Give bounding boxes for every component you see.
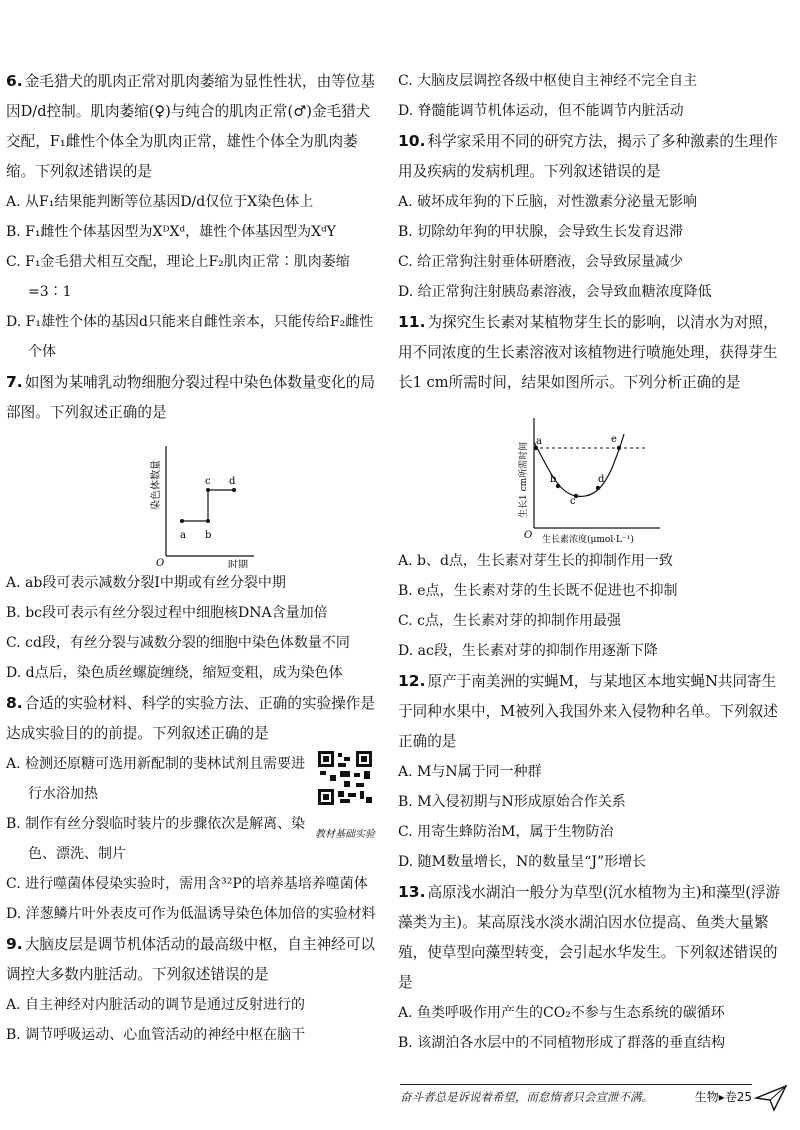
question-8-options-a-b	[6, 749, 384, 869]
question-10-stem: 10. 科学家采用不同的研究方法，揭示了多种激素的生理作用及疾病的发病机理。下列叙述错误的是	[398, 132, 778, 180]
point-d	[232, 488, 236, 492]
auxin-graph	[398, 398, 786, 546]
question-13-option-a[interactable]: A. 鱼类呼吸作用产生的CO₂不参与生态系统的碳循环	[398, 1005, 725, 1021]
point-b	[556, 484, 560, 488]
question-12-option-b[interactable]: B. M入侵初期与N形成原始合作关系	[398, 794, 626, 810]
question-7-option-b[interactable]: B. bc段可表示有丝分裂过程中细胞核DNA含量加倍	[6, 605, 328, 621]
paper-plane-icon	[754, 1082, 788, 1112]
question-6-option-b[interactable]: B. F₁雌性个体基因型为XᴰXᵈ，雄性个体基因型为XᵈY	[6, 224, 336, 240]
question-12-stem: 12. 原产于南美洲的实蝇M，与某地区本地实蝇N共同寄生于同种水果中，M被列入我国外来入侵物种名单。下列叙述正确的是	[398, 672, 778, 750]
label-b: b	[550, 474, 557, 485]
label-a: a	[536, 436, 542, 447]
label-a: a	[180, 530, 186, 541]
question-8-option-d[interactable]: D. 洋葱鳞片叶外表皮可作为低温诱导染色体加倍的实验材料	[6, 906, 376, 922]
question-11-option-d[interactable]: D. ac段，生长素对芽的抑制作用逐渐下降	[398, 643, 658, 659]
question-6-option-a[interactable]: A. 从F₁结果能判断等位基因D/d仅位于X染色体上	[6, 194, 314, 210]
page-number: 生物▸卷25	[694, 1090, 752, 1104]
origin-label: O	[524, 530, 533, 541]
question-11-option-a[interactable]: A. b、d点，生长素对芽生长的抑制作用一致	[398, 553, 673, 569]
question-13	[398, 877, 786, 1058]
y-axis-label: 染色体数量	[151, 460, 162, 510]
point-d	[596, 486, 600, 490]
y-axis-label: 生长1 cm所需时间	[519, 441, 529, 518]
left-column	[6, 66, 384, 1050]
question-11	[398, 307, 786, 666]
question-11-stem: 11. 为探究生长素对某植物芽生长的影响，以清水为对照，用不同浓度的生长素溶液对该植物进行喷施处理，获得芽生长1 cm所需时间，结果如图所示。下列分析正确的是	[398, 313, 778, 391]
question-7-option-c[interactable]: C. cd段，有丝分裂与减数分裂的细胞中染色体数量不同	[6, 635, 350, 651]
question-8-stem: 8. 合适的实验材料、科学的实验方法、正确的实验操作是达成实验目的的前提。下列叙述正确的是	[6, 694, 375, 742]
question-6-stem: 6. 金毛猎犬的肌肉正常对肌肉萎缩为显性性状，由等位基因D/d控制。肌肉萎缩(♀)与纯合的肌肉正常(♂)金毛猎犬交配，F₁雌性个体全为肌肉正常，雄性个体全为肌肉萎缩。下列叙述错误的是	[6, 72, 375, 180]
origin-label: O	[156, 558, 165, 568]
point-b	[206, 519, 210, 523]
point-a	[180, 519, 184, 523]
question-12-option-d[interactable]: D. 随M数量增长，N的数量呈“J”形增长	[398, 854, 647, 870]
footer-motto: 奋斗者总是诉说着希望，而怠惰者只会宣泄不满。	[400, 1090, 653, 1104]
question-12	[398, 666, 786, 877]
label-d: d	[598, 474, 605, 485]
question-8	[6, 688, 384, 929]
question-10	[398, 126, 786, 307]
point-e	[617, 446, 621, 450]
qr-code[interactable]	[312, 749, 378, 850]
question-9	[6, 929, 384, 1050]
qr-caption: 教材基础实验	[315, 829, 375, 840]
question-7-option-d[interactable]: D. d点后，染色质丝螺旋缠绕，缩短变粗，成为染色体	[6, 665, 343, 681]
label-c: c	[205, 476, 211, 487]
question-10-option-a[interactable]: A. 破坏成年狗的下丘脑，对性激素分泌量无影响	[398, 194, 698, 210]
question-9-option-b[interactable]: B. 调节呼吸运动、心血管活动的神经中枢在脑干	[6, 1027, 306, 1043]
label-d: d	[229, 476, 236, 487]
question-9-option-c[interactable]: C. 大脑皮层调控各级中枢使自主神经不完全自主	[398, 73, 698, 89]
chromosome-graph	[6, 428, 384, 568]
label-e: e	[611, 434, 617, 445]
chromosome-graph-svg	[6, 428, 384, 568]
question-6-option-c[interactable]: C. F₁金毛猎犬相互交配，理论上F₂肌肉正常∶肌肉萎缩=3∶1	[6, 254, 350, 300]
page-footer	[400, 1084, 752, 1109]
question-11-option-c[interactable]: C. c点，生长素对芽的抑制作用最强	[398, 613, 621, 629]
question-9-continued	[398, 66, 786, 126]
question-8-option-a[interactable]: A. 检测还原糖可选用新配制的斐林试剂且需要进行水浴加热	[6, 756, 306, 802]
question-7-stem: 7. 如图为某哺乳动物细胞分裂过程中染色体数量变化的局部图。下列叙述正确的是	[6, 373, 375, 421]
x-axis-label: 生长素浓度(μmol·L⁻¹)	[542, 535, 634, 545]
question-9-stem: 9. 大脑皮层是调节机体活动的最高级中枢，自主神经可以调控大多数内脏活动。下列叙述错误的是	[6, 935, 375, 983]
label-c: c	[570, 496, 576, 507]
point-c	[206, 488, 210, 492]
question-8-option-c[interactable]: C. 进行噬菌体侵染实验时，需用含³²P的培养基培养噬菌体	[6, 876, 368, 892]
right-column	[398, 66, 786, 1058]
question-12-option-c[interactable]: C. 用寄生蜂防治M，属于生物防治	[398, 824, 614, 840]
auxin-graph-svg	[398, 398, 786, 546]
question-11-option-b[interactable]: B. e点，生长素对芽的生长既不促进也不抑制	[398, 583, 678, 599]
question-8-option-b[interactable]: B. 制作有丝分裂临时装片的步骤依次是解离、染色、漂洗、制片	[6, 816, 306, 862]
question-10-option-b[interactable]: B. 切除幼年狗的甲状腺，会导致生长发育迟滞	[398, 224, 684, 240]
question-7	[6, 367, 384, 688]
qr-code-icon	[316, 749, 374, 807]
label-b: b	[205, 530, 212, 541]
question-9-option-a[interactable]: A. 自主神经对内脏活动的调节是通过反射进行的	[6, 997, 306, 1013]
question-13-option-b[interactable]: B. 该湖泊各水层中的不同植物形成了群落的垂直结构	[398, 1035, 726, 1051]
x-axis-label: 时期	[228, 560, 248, 568]
question-10-option-c[interactable]: C. 给正常狗注射垂体研磨液，会导致尿量减少	[398, 254, 684, 270]
question-9-option-d[interactable]: D. 脊髓能调节机体运动，但不能调节内脏活动	[398, 103, 684, 119]
question-6	[6, 66, 384, 367]
question-10-option-d[interactable]: D. 给正常狗注射胰岛素溶液，会导致血糖浓度降低	[398, 284, 712, 300]
question-6-option-d[interactable]: D. F₁雄性个体的基因d只能来自雌性亲本，只能传给F₂雌性个体	[6, 314, 374, 360]
question-13-stem: 13. 高原浅水湖泊一般分为草型(沉水植物为主)和藻型(浮游藻类为主)。某高原浅水淡水湖泊因水位提高、鱼类大量繁殖，使草型向藻型转变，会引起水华发生。下列叙述错误的是	[398, 883, 781, 991]
question-7-option-a[interactable]: A. ab段可表示减数分裂Ⅰ中期或有丝分裂中期	[6, 575, 286, 591]
question-12-option-a[interactable]: A. M与N属于同一种群	[398, 764, 542, 780]
